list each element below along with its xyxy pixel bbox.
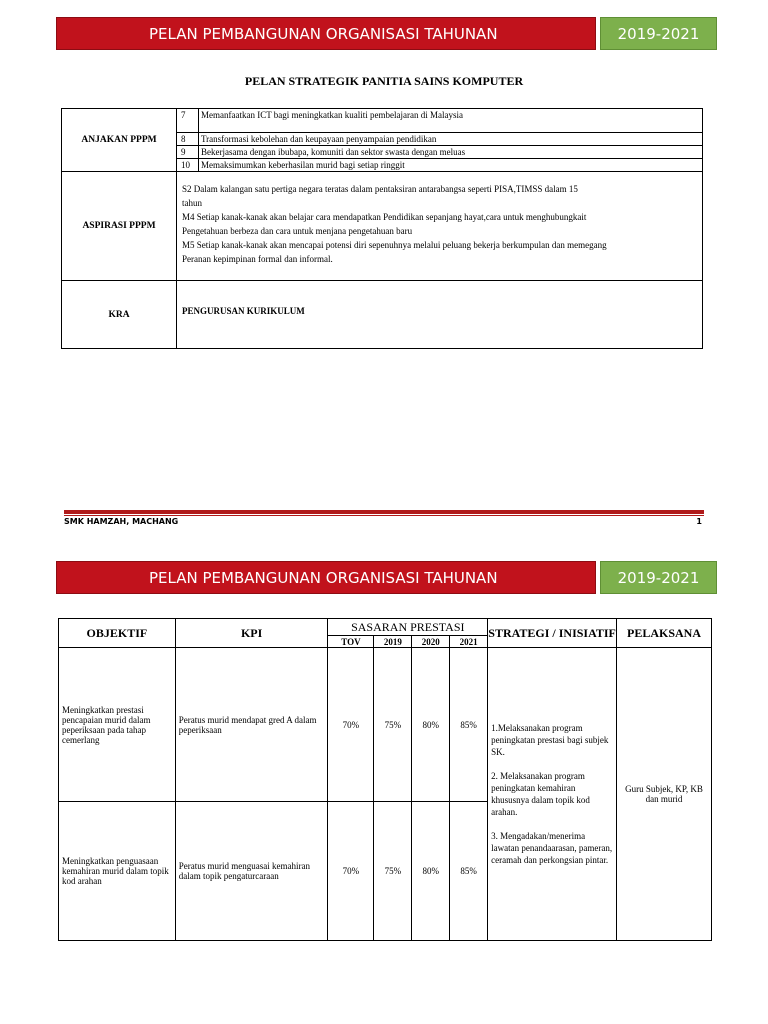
anjakan-num: 10 [177, 159, 199, 172]
pelaksana-cell: Guru Subjek, KP, KB dan murid [617, 648, 712, 941]
anjakan-text: Memaksimumkan keberhasilan murid bagi setiap ringgit [199, 159, 703, 172]
anjakan-num: 9 [177, 146, 199, 159]
kpi-table [58, 618, 712, 941]
strategi-cell [488, 648, 617, 941]
header-pelaksana: PELAKSANA [617, 619, 712, 648]
header-strategi: STRATEGI / INISIATIF [488, 619, 617, 648]
target-2020-cell: 80% [412, 802, 450, 941]
header-tov: TOV [328, 636, 374, 648]
target-2021-cell: 85% [450, 802, 488, 941]
anjakan-num: 7 [177, 109, 199, 133]
target-2020-cell: 80% [412, 648, 450, 802]
footer-page-number: 1 [696, 517, 702, 526]
kra-value: PENGURUSAN KURIKULUM [177, 281, 703, 349]
target-2019-cell: 75% [374, 802, 412, 941]
table-row [59, 648, 712, 802]
target-2019-cell: 75% [374, 648, 412, 802]
header-2021: 2021 [450, 636, 488, 648]
aspirasi-line: Pengetahuan berbeza dan cara untuk menjana pengetahuan baru [182, 226, 413, 236]
banner-page1 [56, 17, 717, 50]
anjakan-text: Memanfaatkan ICT bagi meningkatkan kualiti pembelajaran di Malaysia [199, 109, 703, 133]
banner-year: 2019-2021 [600, 17, 717, 50]
anjakan-text: Bekerjasama dengan ibubapa, komuniti dan sektor swasta dengan meluas [199, 146, 703, 159]
kra-label: KRA [62, 281, 177, 349]
objektif-cell: Meningkatkan prestasi pencapaian murid dalam peperiksaan pada tahap cemerlang [59, 648, 176, 802]
anjakan-text: Transformasi kebolehan dan keupayaan penyampaian pendidikan [199, 133, 703, 146]
anjakan-num: 8 [177, 133, 199, 146]
objektif-cell: Meningkatkan penguasaan kemahiran murid dalam topik kod arahan [59, 802, 176, 941]
aspirasi-line: M5 Setiap kanak-kanak akan mencapai potensi diri sepenuhnya melalui peluang bekerja berkumpulan dan memegang [182, 240, 607, 250]
header-kpi: KPI [175, 619, 328, 648]
aspirasi-text [177, 172, 703, 281]
footer-rule [64, 510, 704, 514]
banner-year: 2019-2021 [600, 561, 717, 594]
header-2020: 2020 [412, 636, 450, 648]
aspirasi-line: tahun [182, 198, 202, 208]
aspirasi-line: Peranan kepimpinan formal dan informal. [182, 254, 333, 264]
footer-school: SMK HAMZAH, MACHANG [64, 517, 179, 526]
aspirasi-line: S2 Dalam kalangan satu pertiga negara teratas dalam pentaksiran antarabangsa seperti PISA,TIMSS dalam 15 [182, 184, 578, 194]
strategic-plan-table [61, 108, 703, 349]
target-2021-cell: 85% [450, 648, 488, 802]
header-2019: 2019 [374, 636, 412, 648]
banner-page2 [56, 561, 717, 594]
anjakan-label: ANJAKAN PPPM [62, 109, 177, 172]
aspirasi-line: M4 Setiap kanak-kanak akan belajar cara mendapatkan Pendidikan sepanjang hayat,cara untuk menghubungkait [182, 212, 587, 222]
kpi-cell: Peratus murid menguasai kemahiran dalam topik pengaturcaraan [175, 802, 328, 941]
footer-rule [64, 515, 704, 516]
strategi-item: 3. Mengadakan/menerima lawatan penandaarasan, pameran, ceramah dan perkongsian pintar. [491, 831, 613, 865]
header-objektif: OBJEKTIF [59, 619, 176, 648]
tov-cell: 70% [328, 802, 374, 941]
header-sasaran: SASARAN PRESTASI [328, 619, 488, 636]
aspirasi-label: ASPIRASI PPPM [62, 172, 177, 281]
banner-title: PELAN PEMBANGUNAN ORGANISASI TAHUNAN [56, 17, 596, 50]
page-title: PELAN STRATEGIK PANITIA SAINS KOMPUTER [244, 74, 524, 88]
banner-title: PELAN PEMBANGUNAN ORGANISASI TAHUNAN [56, 561, 596, 594]
tov-cell: 70% [328, 648, 374, 802]
strategi-item: 2. Melaksanakan program peningkatan kemahiran khususnya dalam topik kod arahan. [491, 771, 590, 817]
kpi-cell: Peratus murid mendapat gred A dalam peperiksaan [175, 648, 328, 802]
strategi-item: 1.Melaksanakan program peningkatan prestasi bagi subjek SK. [491, 723, 609, 757]
